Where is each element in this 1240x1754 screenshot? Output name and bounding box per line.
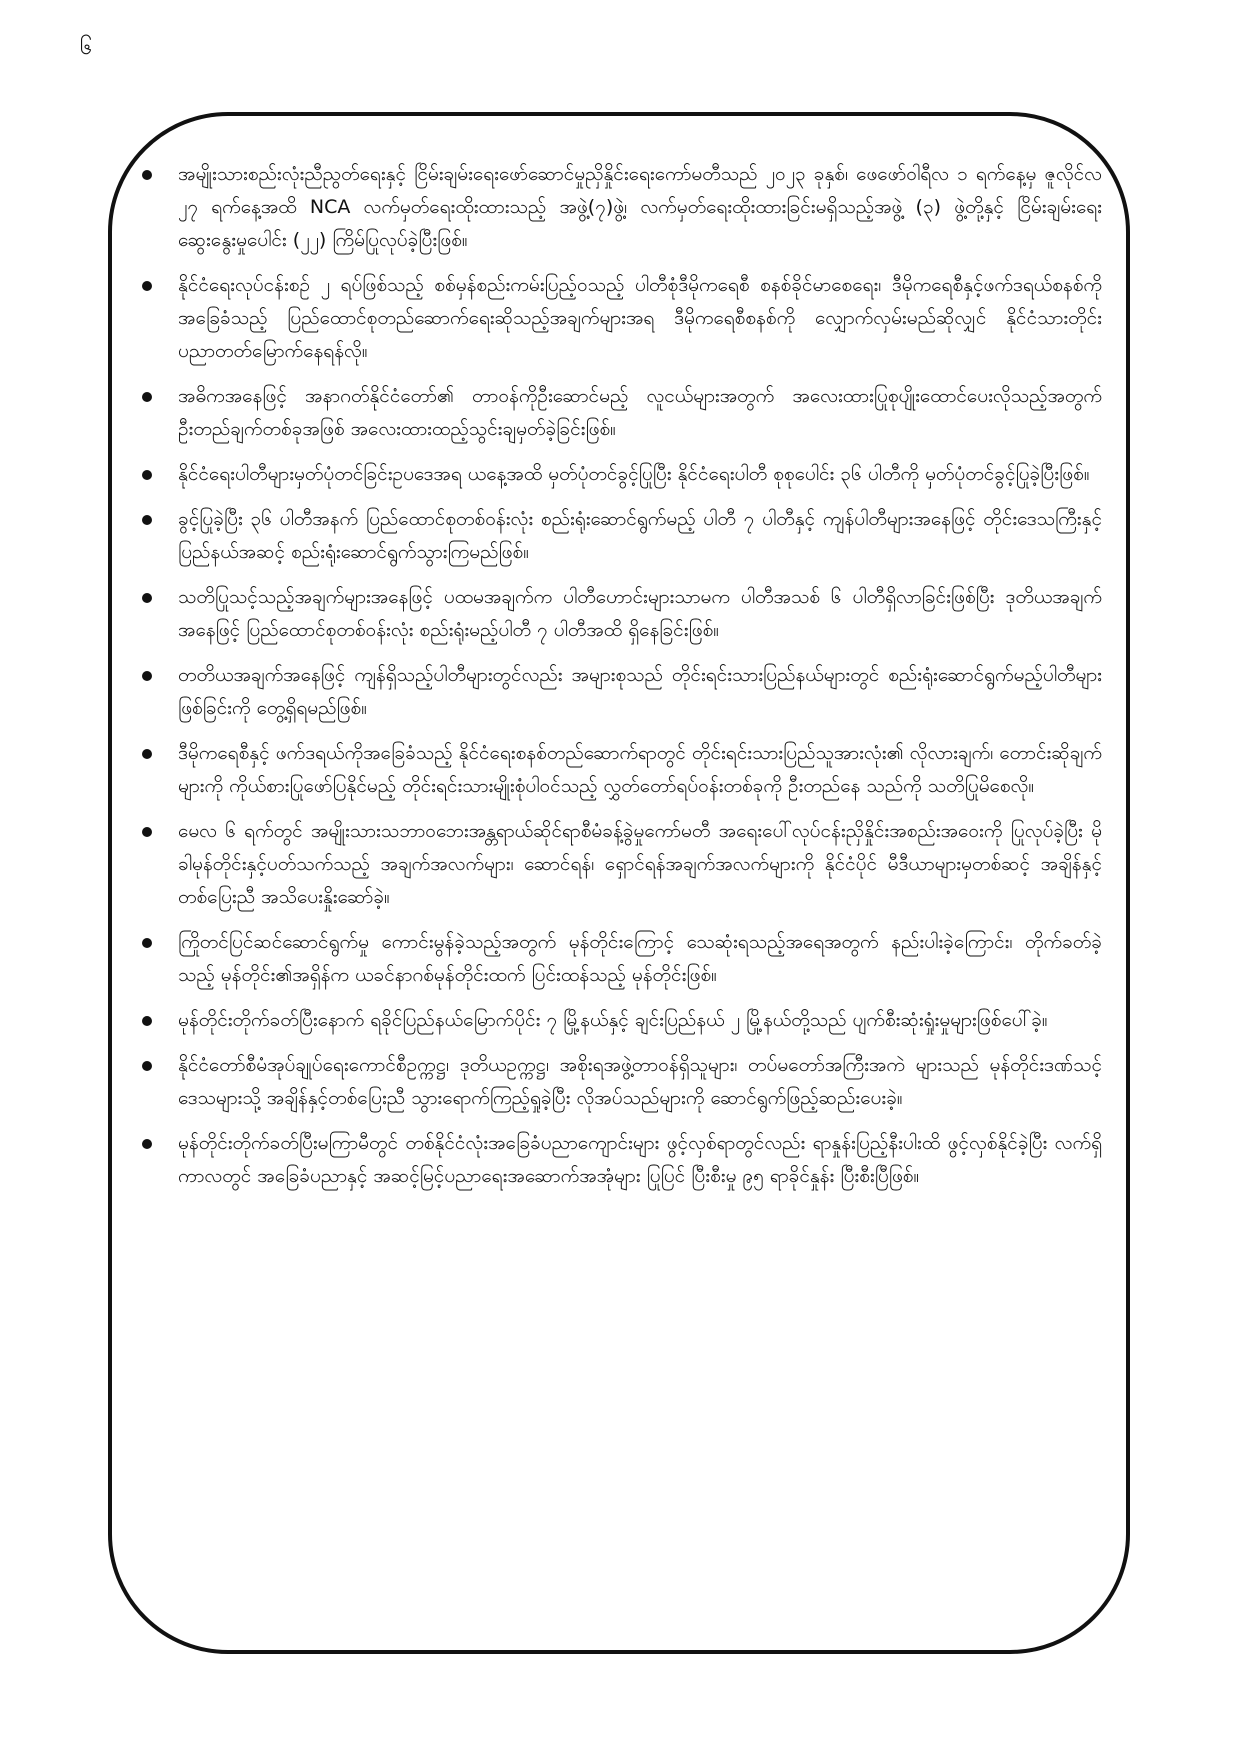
bullet-dot-icon — [142, 593, 152, 603]
bullet-text: ခွင့်ပြုခဲ့ပြီး ၃၆ ပါတီအနက် ပြည်ထောင်စုတစ်ဝန်းလုံး စည်းရုံးဆောင်ရွက်မည့် ပါတီ ၇ ပါတီနှင့် ကျန်ပါတီများအနေဖြင့် တိုင်းဒေသကြီးနှင့် ပြည်နယ်အဆင့် စည်းရုံးဆောင်ရွက်သွားကြမည်ဖြစ်။ — [178, 508, 1102, 563]
bullet-text: နိုင်ငံရေးလုပ်ငန်းစဉ် ၂ ရပ်ဖြစ်သည့် စစ်မှန်စည်းကမ်းပြည့်ဝသည့် ပါတီစုံဒီမိုကရေစီ စနစ်ခိုင်မာစေရေး၊ ဒီမိုကရေစီနှင့်ဖက်ဒရယ်စနစ်ကိုအခြေခံသည့် ပြည်ထောင်စုတည်ဆောက်ရေးဆိုသည့်အချက်များအရ ဒီမိုကရေစီစနစ်ကို လျှောက်လှမ်းမည်ဆိုလျှင် နိုင်ငံသားတိုင်းပညာတတ်မြောက်နေရန်လို။ — [178, 274, 1102, 362]
bullet-item-2 — [142, 269, 1102, 368]
bullet-dot-icon — [142, 281, 152, 291]
bullet-text: မုန်တိုင်းတိုက်ခတ်ပြီးမကြာမီတွင် တစ်နိုင်ငံလုံးအခြေခံပညာကျောင်းများ ဖွင့်လှစ်ရာတွင်လည်း ရာနှုန်းပြည့်နီးပါးထိ ဖွင့်လှစ်နိုင်ခဲ့ပြီး လက်ရှိကာလတွင် အခြေခံပညာနှင့် အဆင့်မြင့်ပညာရေးအဆောက်အအုံများ ပြုပြင် ပြီးစီးမှု ၉၅ ရာခိုင်နှုန်း ပြီးစီးပြီဖြစ်။ — [178, 1132, 1102, 1187]
bullet-text: နိုင်ငံတော်စီမံအုပ်ချုပ်ရေးကောင်စီဥက္ကဋ္ဌ၊ ဒုတိယဥက္ကဋ္ဌ၊ အစိုးရအဖွဲ့တာဝန်ရှိသူများ၊ တပ်မတော်အကြီးအကဲ များသည် မုန်တိုင်းဒဏ်သင့်ဒေသများသို့ အချိန်နှင့်တစ်ပြေးညီ သွားရောက်ကြည့်ရှုခဲ့ပြီး လိုအပ်သည်များကို ဆောင်ရွက်ဖြည့်ဆည်းပေးခဲ့။ — [178, 1054, 1102, 1109]
bullet-dot-icon — [142, 671, 152, 681]
bullet-dot-icon — [142, 170, 152, 180]
bullet-text: အမျိုးသားစည်းလုံးညီညွတ်ရေးနှင့် ငြိမ်းချမ်းရေးဖော်ဆောင်မှုညှိနှိုင်းရေးကော်မတီသည် ၂၀၂၃ ခုနှစ်၊ ဖေဖော်ဝါရီလ ၁ ရက်နေ့မှ ဇူလိုင်လ ၂၇ ရက်နေ့အထိ NCA လက်မှတ်ရေးထိုးထားသည့် အဖွဲ့(၇)ဖွဲ့၊ လက်မှတ်ရေးထိုးထားခြင်းမရှိသည့်အဖွဲ့ (၃) ဖွဲ့တို့နှင့် ငြိမ်းချမ်းရေးဆွေးနွေးမှုပေါင်း (၂၂) ကြိမ်ပြုလုပ်ခဲ့ပြီးဖြစ်။ — [178, 163, 1102, 251]
bullet-dot-icon — [142, 1016, 152, 1026]
bullet-item-10 — [142, 926, 1102, 992]
bullet-dot-icon — [142, 1061, 152, 1071]
bullet-text: အဓိကအနေဖြင့် အနာဂတ်နိုင်ငံတော်၏ တာဝန်ကိုဦးဆောင်မည့် လူငယ်များအတွက် အလေးထားပြုစုပျိုးထောင်ပေးလိုသည့်အတွက် ဦးတည်ချက်တစ်ခုအဖြစ် အလေးထားထည့်သွင်းချမှတ်ခဲ့ခြင်းဖြစ်။ — [178, 385, 1102, 440]
bullet-item-11 — [142, 1004, 1102, 1037]
bullet-item-4 — [142, 458, 1102, 491]
bullet-dot-icon — [142, 827, 152, 837]
bullet-text: သတိပြုသင့်သည့်အချက်များအနေဖြင့် ပထမအချက်က ပါတီဟောင်းများသာမက ပါတီအသစ် ၆ ပါတီရှိလာခြင်းဖြစ်ပြီး ဒုတိယအချက်အနေဖြင့် ပြည်ထောင်စုတစ်ဝန်းလုံး စည်းရုံးမည့်ပါတီ ၇ ပါတီအထိ ရှိနေခြင်းဖြစ်။ — [178, 586, 1102, 641]
bullet-text: မုန်တိုင်းတိုက်ခတ်ပြီးနောက် ရခိုင်ပြည်နယ်မြောက်ပိုင်း ၇ မြို့နယ်နှင့် ချင်းပြည်နယ် ၂ မြို့နယ်တို့သည် ပျက်စီးဆုံးရှုံးမှုများဖြစ်ပေါ်ခဲ့။ — [178, 1009, 1048, 1031]
bullet-item-13 — [142, 1127, 1102, 1193]
bullet-item-6 — [142, 581, 1102, 647]
bullet-item-8 — [142, 737, 1102, 803]
bullet-dot-icon — [142, 938, 152, 948]
bullet-item-12 — [142, 1049, 1102, 1115]
bullet-list — [142, 158, 1102, 1205]
bullet-text: မေလ ၆ ရက်တွင် အမျိုးသားသဘာဝဘေးအန္တရာယ်ဆိုင်ရာစီမံခန့်ခွဲမှုကော်မတီ အရေးပေါ်လုပ်ငန်းညှိနှိုင်းအစည်းအဝေးကို ပြုလုပ်ခဲ့ပြီး မိုခါမုန်တိုင်းနှင့်ပတ်သက်သည့် အချက်အလက်များ၊ ဆောင်ရန်၊ ရှောင်ရန်အချက်အလက်များကို နိုင်ငံပိုင် မီဒီယာများမှတစ်ဆင့် အချိန်နှင့်တစ်ပြေးညီ အသိပေးနှိုးဆော်ခဲ့။ — [178, 820, 1102, 908]
page-number: ၆ — [80, 35, 93, 60]
bullet-item-5 — [142, 503, 1102, 569]
bullet-dot-icon — [142, 515, 152, 525]
bullet-item-9 — [142, 815, 1102, 914]
bullet-text: ကြိုတင်ပြင်ဆင်ဆောင်ရွက်မှု ကောင်းမွန်ခဲ့သည့်အတွက် မုန်တိုင်းကြောင့် သေဆုံးရသည့်အရေအတွက် နည်းပါးခဲ့ကြောင်း၊ တိုက်ခတ်ခဲ့သည့် မုန်တိုင်း၏အရှိန်က ယခင်နာဂစ်မုန်တိုင်းထက် ပြင်းထန်သည့် မုန်တိုင်းဖြစ်။ — [178, 931, 1102, 986]
bullet-text: တတိယအချက်အနေဖြင့် ကျန်ရှိသည့်ပါတီများတွင်လည်း အများစုသည် တိုင်းရင်းသားပြည်နယ်များတွင် စည်းရုံးဆောင်ရွက်မည့်ပါတီများဖြစ်ခြင်းကို တွေ့ရှိရမည်ဖြစ်။ — [178, 664, 1102, 719]
bullet-text: နိုင်ငံရေးပါတီများမှတ်ပုံတင်ခြင်းဥပဒေအရ ယနေ့အထိ မှတ်ပုံတင်ခွင့်ပြုပြီး နိုင်ငံရေးပါတီ စုစုပေါင်း ၃၆ ပါတီကို မှတ်ပုံတင်ခွင့်ပြုခဲ့ပြီးဖြစ်။ — [178, 463, 1090, 485]
bullet-dot-icon — [142, 392, 152, 402]
bullet-text: ဒီမိုကရေစီနှင့် ဖက်ဒရယ်ကိုအခြေခံသည့် နိုင်ငံရေးစနစ်တည်ဆောက်ရာတွင် တိုင်းရင်းသားပြည်သူအားလုံး၏ လိုလားချက်၊ တောင်းဆိုချက်များကို ကိုယ်စားပြုဖော်ပြနိုင်မည့် တိုင်းရင်းသားမျိုးစုံပါဝင်သည့် လွှတ်တော်ရပ်ဝန်းတစ်ခုကို ဦးတည်နေ သည်ကို သတိပြုမိစေလို။ — [178, 742, 1102, 797]
bullet-dot-icon — [142, 749, 152, 759]
bullet-item-1 — [142, 158, 1102, 257]
bullet-item-3 — [142, 380, 1102, 446]
bullet-dot-icon — [142, 470, 152, 480]
bullet-dot-icon — [142, 1139, 152, 1149]
bullet-item-7 — [142, 659, 1102, 725]
